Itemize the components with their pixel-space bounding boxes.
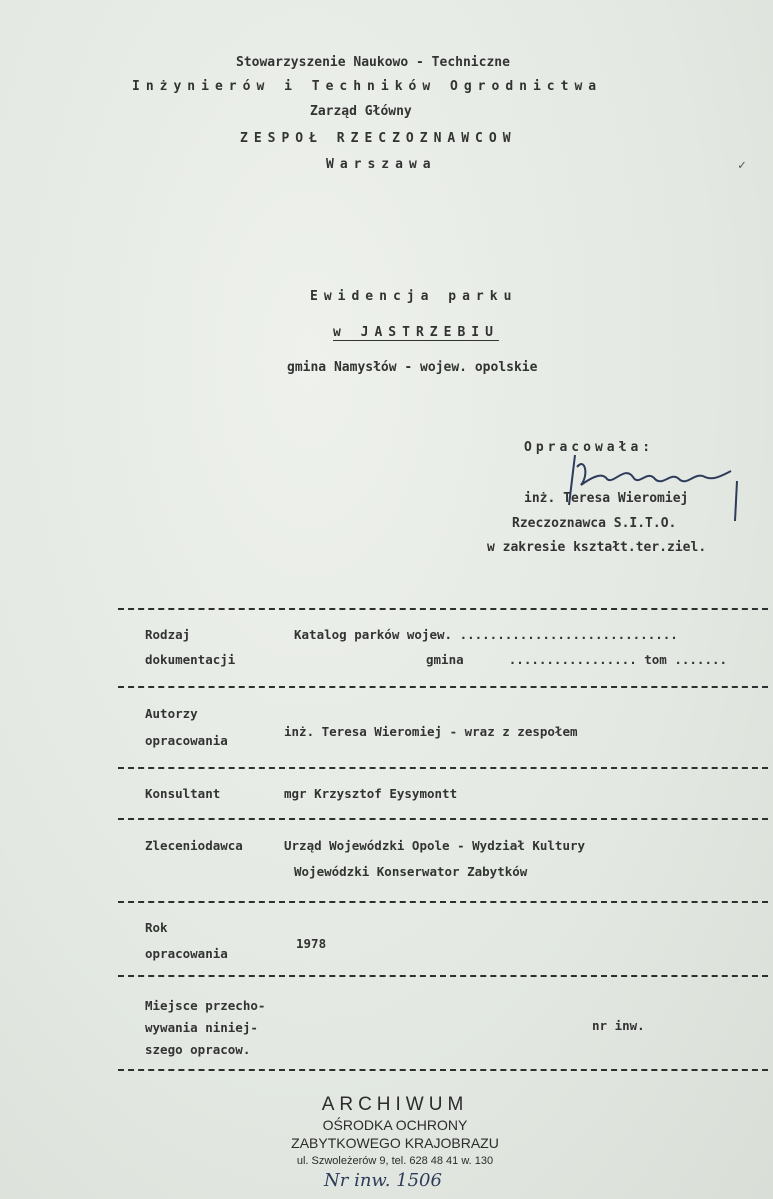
row-value-consultant: mgr Krzysztof Eysymontt (284, 786, 458, 801)
handwritten-inventory-number: Nr inw. 1506 (324, 1170, 442, 1191)
row-label-authors-2: opracowania (145, 733, 228, 748)
check-mark-icon: ✓ (738, 158, 746, 173)
table-rule (118, 901, 768, 903)
row-label-year-2: opracowania (145, 946, 228, 961)
stamp-archive: ARCHIWUM (321, 1094, 469, 1115)
row-value-client: Urząd Wojewódzki Opole - Wydział Kultury (284, 838, 586, 853)
author-role: Rzeczoznawca S.I.T.O. (512, 516, 677, 531)
row-label-storage-3: szego opracow. (145, 1042, 251, 1057)
table-rule (118, 767, 768, 769)
row-value-commune: gmina ................. tom ....... (426, 652, 728, 667)
header-team: ZESPOŁ RZECZOZNAWCOW (240, 131, 517, 146)
row-label-storage: Miejsce przecho- (145, 998, 266, 1013)
header-organization: Stowarzyszenie Naukowo - Techniczne (236, 55, 510, 70)
header-organization-sub: Inżynierów i Techników Ogrodnictwa (132, 79, 603, 94)
signature-image (555, 445, 745, 525)
row-label-document-type-2: dokumentacji (145, 652, 236, 667)
doc-location: w JASTRZEBIU (333, 325, 499, 340)
author-name: inż. Teresa Wieromiej (524, 491, 689, 506)
row-value-inventory: nr inw. (592, 1018, 645, 1033)
stamp-center: OŚRODKA OCHRONY (322, 1117, 468, 1133)
author-scope: w zakresie kształt.ter.ziel. (487, 540, 707, 555)
header-board: Zarząd Główny (310, 104, 412, 119)
table-rule-top (118, 608, 768, 610)
doc-title: Ewidencja parku (310, 289, 518, 304)
row-label-client: Zleceniodawca (145, 838, 243, 853)
row-label-consultant: Konsultant (145, 786, 221, 801)
row-value-client-2: Wojewódzki Konserwator Zabytków (294, 864, 528, 879)
table-rule (118, 818, 768, 820)
row-label-document-type: Rodzaj (145, 627, 191, 642)
table-rule (118, 686, 768, 688)
row-label-storage-2: wywania niniej- (145, 1020, 258, 1035)
row-value-authors: inż. Teresa Wieromiej - wraz z zespołem (284, 724, 578, 739)
row-label-year: Rok (145, 920, 168, 935)
stamp-address: ul. Szwoleżerów 9, tel. 628 48 41 w. 130 (296, 1155, 494, 1167)
table-rule (118, 975, 768, 977)
header-city: Warszawa (326, 157, 437, 172)
row-value-year: 1978 (296, 936, 327, 951)
author-heading: Opracowała: (524, 440, 655, 455)
row-label-authors: Autorzy (145, 706, 198, 721)
row-value-catalog: Katalog parków wojew. ............................. (294, 627, 678, 642)
table-rule-bottom (118, 1069, 768, 1071)
stamp-landscape: ZABYTKOWEGO KRAJOBRAZU (291, 1135, 499, 1151)
doc-subtitle: gmina Namysłów - wojew. opolskie (287, 360, 538, 375)
